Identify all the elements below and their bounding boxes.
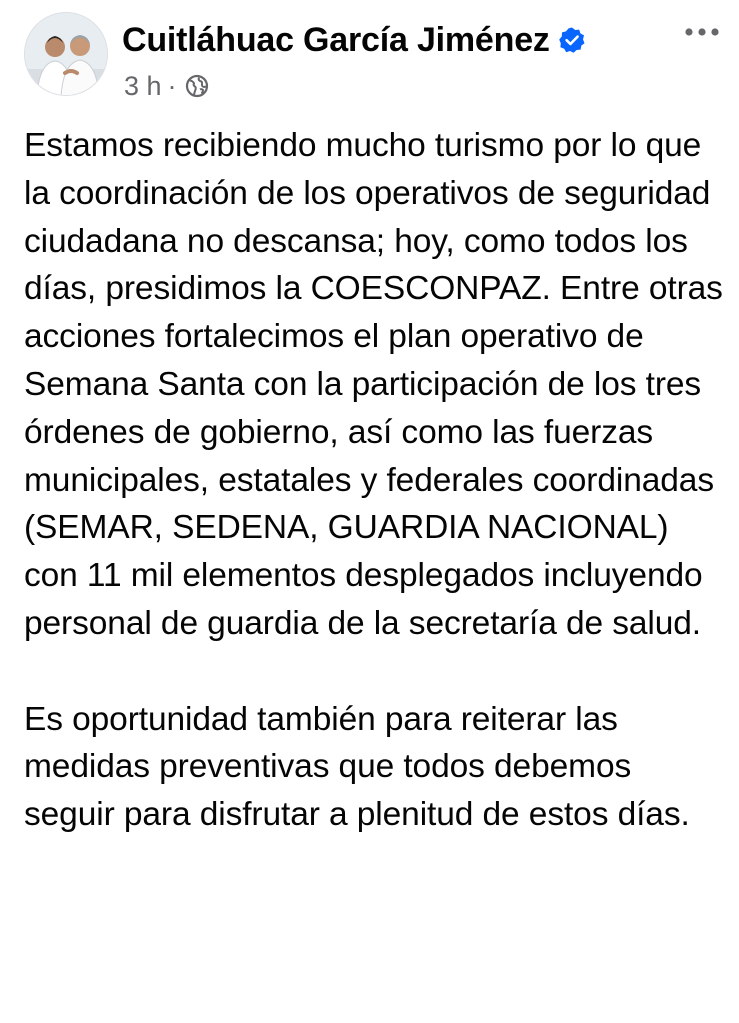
author-row	[122, 18, 586, 62]
post-paragraph: Estamos recibiendo mucho turismo por lo que la coordinación de los operativos de seguridad ciudadana no descansa; hoy, como todos los días, presidimos la COESCONPAZ. Entre otras acciones fortalecimos el plan operativo de Semana Santa con la participación de los tres órdenes de gobierno, así como las fuerzas municipales, estatales y federales coordinadas (SEMAR, SEDENA, GUARDIA NACIONAL) con 11 mil elementos desplegados incluyendo personal de guardia de la secretaría de salud.	[24, 127, 723, 642]
profile-photo-icon	[25, 13, 108, 96]
meta-separator: ·	[167, 71, 177, 101]
post-body	[24, 122, 724, 839]
post-timestamp[interactable]: 3 h	[124, 71, 162, 101]
more-options-icon	[682, 26, 722, 38]
globe-icon[interactable]	[185, 74, 209, 98]
post-header	[0, 0, 739, 110]
verified-badge-icon	[558, 26, 586, 54]
post-meta	[124, 68, 209, 104]
author-name[interactable]: Cuitláhuac García Jiménez	[122, 21, 550, 59]
author-avatar[interactable]	[24, 12, 108, 96]
post-paragraph: Es oportunidad también para reiterar las medidas preventivas que todos debemos seguir para disfrutar a plenitud de estos días.	[24, 700, 690, 834]
more-options-button[interactable]	[672, 14, 732, 50]
